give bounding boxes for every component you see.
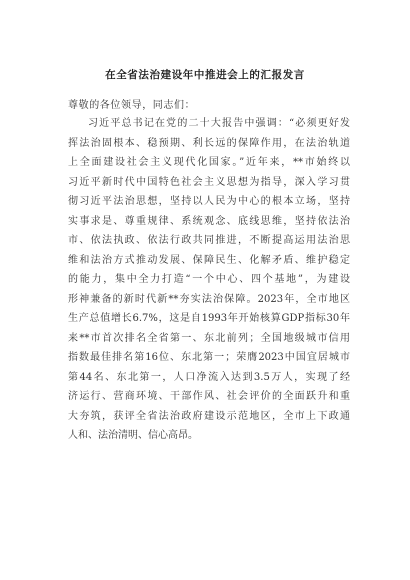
body-paragraph xyxy=(68,114,350,446)
text-line: 挥法治固根本、稳预期、利长远的保障作用，在法治轨道 xyxy=(68,137,350,149)
text-line: 上全面建设社会主义现代化国家。”近年来，**市始终以 xyxy=(68,157,350,168)
text-line: 彻习近平法治思想，坚持以人民为中心的根本立场，坚持 xyxy=(68,196,350,207)
document-title: 在全省法治建设年中推进会上的汇报发言 xyxy=(105,69,305,81)
salutation: 尊敬的各位领导，同志们： xyxy=(68,100,196,111)
text-line: 维和法治方式推动发展、保障民生、化解矛盾、维护稳定 xyxy=(68,254,350,266)
text-line: 市、依法执政、依法行政共同推进，不断提高运用法治思 xyxy=(68,235,350,246)
text-line: 指数最佳排名第16位、东北第一；荣膺2023中国宜居城市 xyxy=(68,352,350,363)
text-line: 实事求是、尊重规律、系统观念、底线思维，坚持依法治 xyxy=(68,215,350,227)
text-line: 人和、法治清明、信心高昂。 xyxy=(68,430,198,441)
text-line: 形神兼备的新时代新**夯实法治保障。2023年，全市地区 xyxy=(68,293,350,305)
text-line: 的能力，集中全力打造“一个中心、四个基地”，为建设 xyxy=(68,274,350,285)
text-line: 大夯筑，获评全省法治政府建设示范地区，全市上下政通 xyxy=(68,410,350,422)
text-line: 生产总值增长6.7%，这是自1993年开始核算GDP指标30年 xyxy=(68,313,350,324)
text-line: 来**市首次排名全省第一、东北前列；全国地级城市信用 xyxy=(68,332,350,344)
text-line: 习近平总书记在党的二十大报告中强调：“必须更好发 xyxy=(88,118,350,129)
text-line: 济运行、营商环境、干部作风、社会评价的全面跃升和重 xyxy=(68,391,350,402)
text-line: 第44名、东北第一，人口净流入达到3.5万人，实现了经 xyxy=(68,371,350,383)
text-line: 习近平新时代中国特色社会主义思想为指导，深入学习贯 xyxy=(68,176,350,188)
